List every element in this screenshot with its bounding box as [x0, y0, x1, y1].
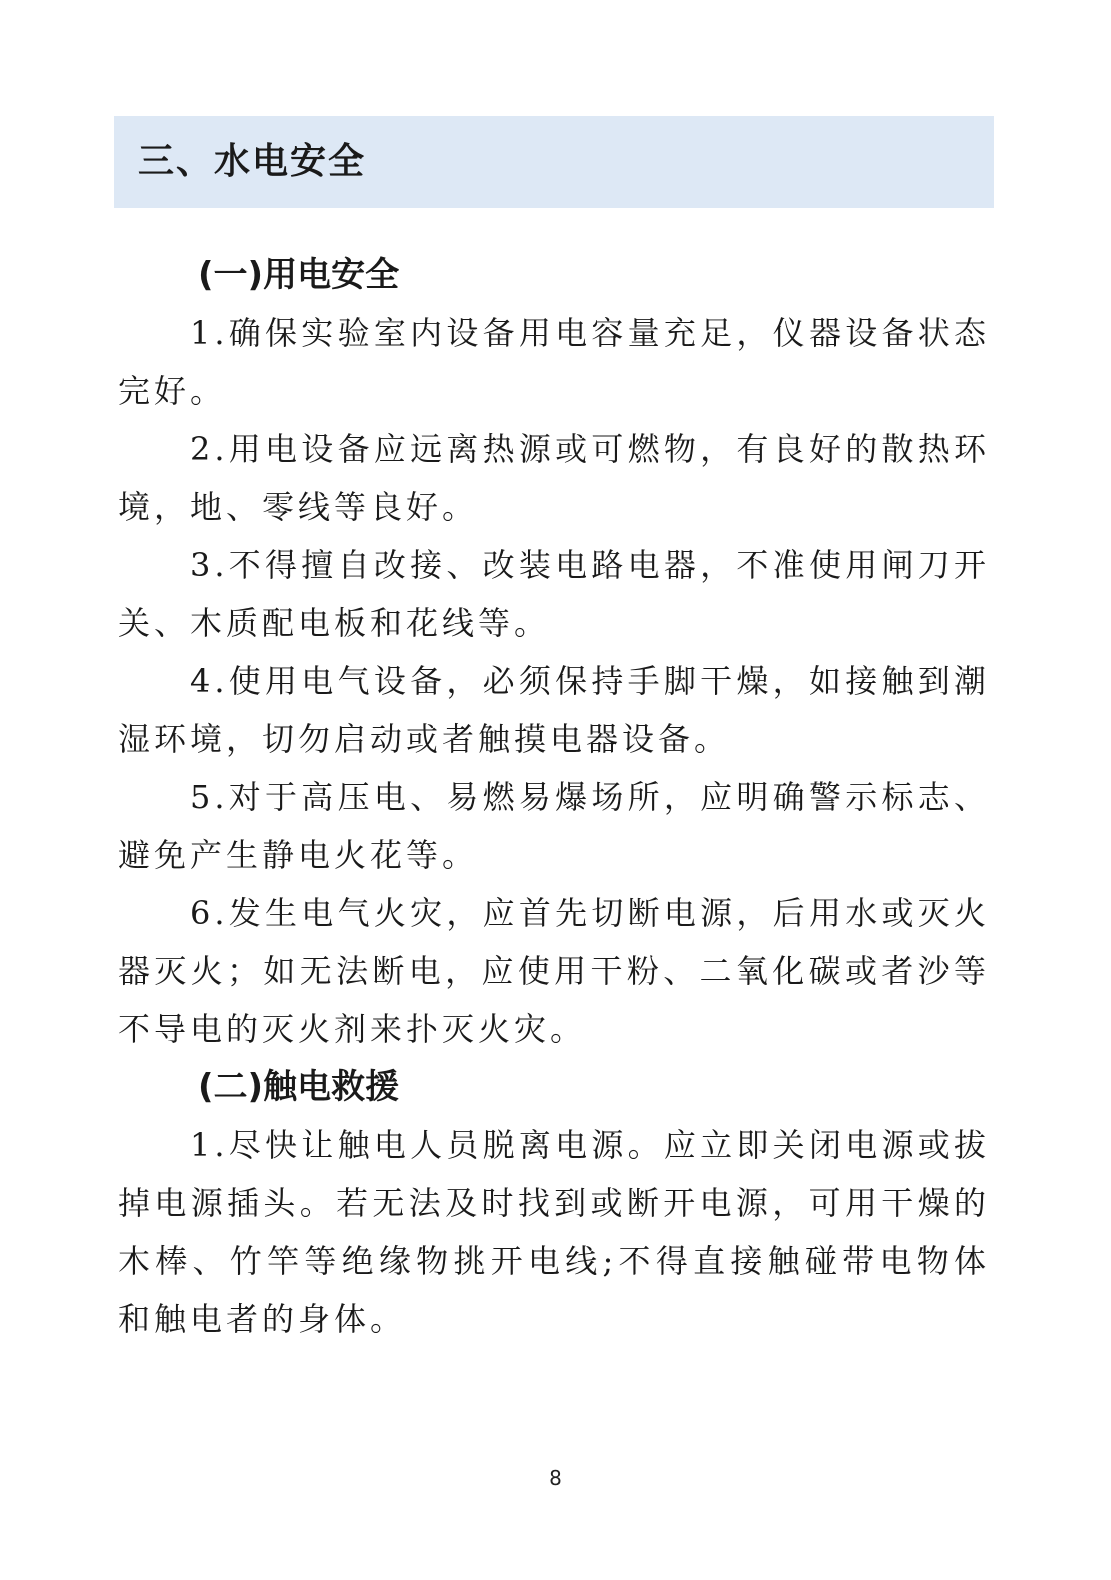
section-banner [114, 116, 994, 208]
subheading-electric-rescue: (二)触电救援 [198, 1067, 400, 1107]
subheading-electric-safety: (一)用电安全 [198, 255, 400, 295]
paragraph: 1.尽快让触电人员脱离电源。应立即关闭电源或拔掉电源插头。若无法及时找到或断开电源，可用干燥的木棒、竹竿等绝缘物挑开电线;不得直接触碰带电物体和触电者的身体。 [118, 1126, 990, 1338]
paragraph: 2.用电设备应远离热源或可燃物，有良好的散热环境，地、零线等良好。 [118, 430, 990, 526]
paragraph: 1.确保实验室内设备用电容量充足，仪器设备状态完好。 [118, 314, 990, 410]
section-title: 三、水电安全 [138, 141, 367, 182]
page-content [118, 246, 990, 1348]
page-number: 8 [549, 1466, 562, 1490]
paragraph: 4.使用电气设备，必须保持手脚干燥，如接触到潮湿环境，切勿启动或者触摸电器设备。 [118, 662, 990, 758]
paragraph: 6.发生电气火灾，应首先切断电源，后用水或灭火器灭火；如无法断电，应使用干粉、二氧化碳或者沙等不导电的灭火剂来扑灭火灾。 [118, 894, 990, 1048]
paragraph: 5.对于高压电、易燃易爆场所，应明确警示标志、避免产生静电火花等。 [118, 778, 990, 874]
paragraph: 3.不得擅自改接、改装电路电器，不准使用闸刀开关、木质配电板和花线等。 [118, 546, 990, 642]
